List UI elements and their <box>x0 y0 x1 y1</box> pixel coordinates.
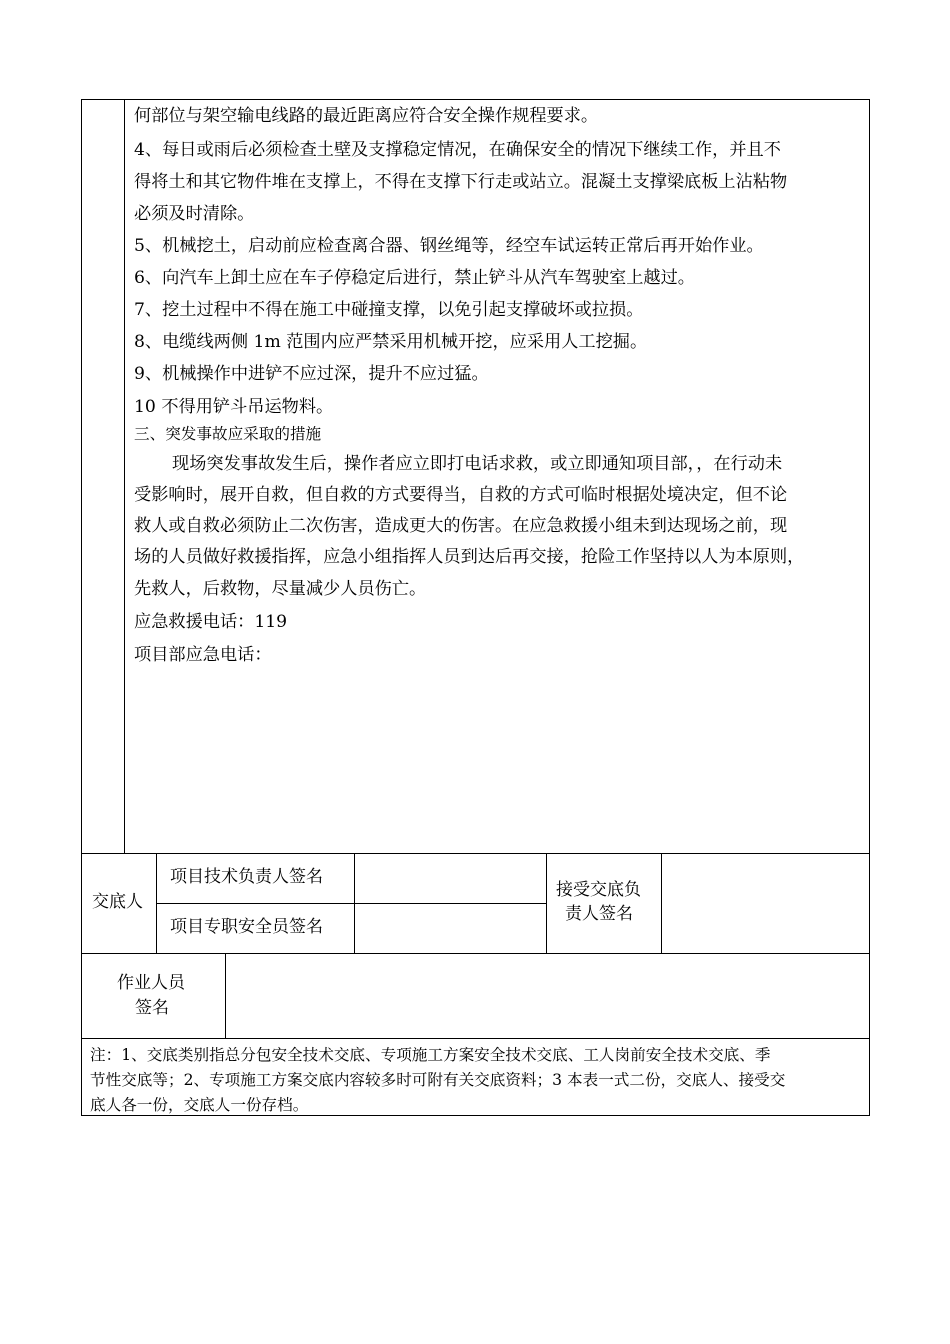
content-line: 现场突发事故发生后，操作者应立即打电话求救，或立即通知项目部，，在行动未 <box>172 454 783 474</box>
row-divider-workers <box>81 1038 870 1039</box>
safety-officer-sign-field[interactable] <box>356 905 545 952</box>
note-line: 节性交底等；2、专项施工方案交底内容较多时可附有关交底资料；3 本表一式二份，交底人、接受交 <box>90 1071 786 1089</box>
receiver-sign-label-1: 接受交底负 <box>556 880 641 900</box>
content-line: 10 不得用铲斗吊运物料。 <box>134 397 334 417</box>
content-line: 何部位与架空输电线路的最近距离应符合安全操作规程要求。 <box>134 106 599 126</box>
content-line: 受影响时，展开自救，但自救的方式要得当，自救的方式可临时根据处境决定，但不论 <box>134 485 788 505</box>
workers-sign-label-1: 作业人员 <box>117 973 185 993</box>
content-line: 7、挖土过程中不得在施工中碰撞支撑，以免引起支撑破坏或拉损。 <box>134 300 644 320</box>
safety-officer-sign-label: 项目专职安全员签名 <box>170 917 323 937</box>
workers-divider <box>225 953 226 1039</box>
table-border-right <box>869 99 870 1116</box>
emergency-phone: 应急救援电话：119 <box>134 612 288 632</box>
receiver-sign-field[interactable] <box>663 855 868 952</box>
handover-person-label: 交底人 <box>92 892 143 912</box>
content-line: 得将土和其它物件堆在支撑上，不得在支撑下行走或站立。混凝土支撑梁底板上沾粘物 <box>134 172 788 192</box>
note-line: 底人各一份，交底人一份存档。 <box>90 1096 309 1114</box>
content-line: 9、机械操作中进铲不应过深，提升不应过猛。 <box>134 364 489 384</box>
section-heading: 三、突发事故应采取的措施 <box>134 425 322 443</box>
sign-mid-divider <box>156 903 547 904</box>
sign-divider-4 <box>661 853 662 954</box>
receiver-sign-label-2: 责人签名 <box>565 904 633 924</box>
content-line: 6、向汽车上卸土应在车子停稳定后进行，禁止铲斗从汽车驾驶室上越过。 <box>134 268 695 288</box>
project-emergency-phone: 项目部应急电话： <box>134 645 272 665</box>
table-border-bottom <box>81 1115 870 1116</box>
tech-lead-sign-field[interactable] <box>356 855 545 902</box>
content-line: 场的人员做好救援指挥，应急小组指挥人员到达后再交接，抢险工作坚持以人为本原则， <box>134 547 805 567</box>
content-line: 必须及时清除。 <box>134 204 255 224</box>
content-column-divider <box>124 99 125 854</box>
content-line: 5、机械挖土，启动前应检查离合器、钢丝绳等，经空车试运转正常后再开始作业。 <box>134 236 764 256</box>
content-line: 8、电缆线两侧 1m 范围内应严禁采用机械开挖，应采用人工挖掘。 <box>134 332 648 352</box>
workers-sign-label-2: 签名 <box>135 998 169 1018</box>
note-line: 注：1、交底类别指总分包安全技术交底、专项施工方案安全技术交底、工人岗前安全技术交底、季 <box>90 1046 771 1064</box>
row-divider-sign <box>81 953 870 954</box>
tech-lead-sign-label: 项目技术负责人签名 <box>170 867 323 887</box>
table-border-top <box>81 99 870 100</box>
content-line: 救人或自救必须防止二次伤害，造成更大的伤害。在应急救援小组未到达现场之前，现 <box>134 516 788 536</box>
content-line: 先救人，后救物，尽量减少人员伤亡。 <box>134 579 427 599</box>
content-line: 4、每日或雨后必须检查土壁及支撑稳定情况，在确保安全的情况下继续工作，并且不 <box>134 140 781 160</box>
row-divider-content <box>81 853 870 854</box>
workers-sign-field[interactable] <box>227 955 868 1037</box>
table-border-left <box>81 99 82 1116</box>
